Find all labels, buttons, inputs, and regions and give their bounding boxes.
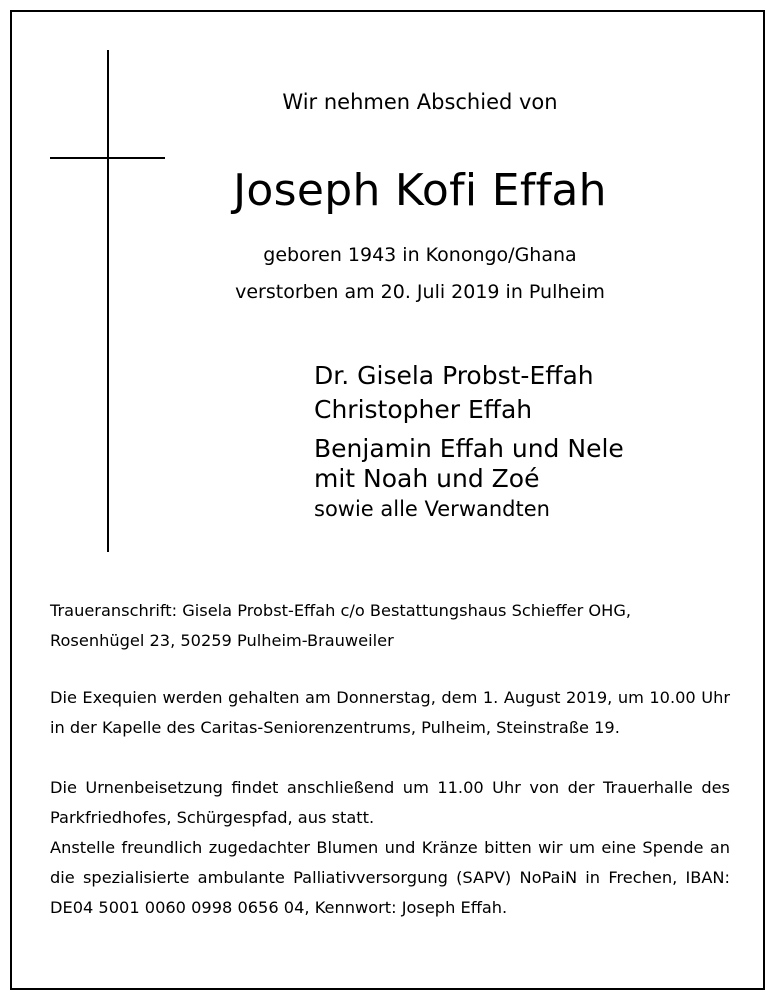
- address-line: Rosenhügel 23, 50259 Pulheim-Brauweiler: [50, 631, 394, 650]
- burial-paragraph: Die Urnenbeisetzung findet anschließend um 11.00 Uhr von der Trauerhalle des Parkfriedhofes, Schürgespfad, aus statt.: [50, 778, 730, 827]
- cross-horizontal-bar: [50, 157, 165, 159]
- mourner-relatives: sowie alle Verwandten: [314, 497, 550, 521]
- service-paragraph: Die Exequien werden gehalten am Donnerstag, dem 1. August 2019, um 10.00 Uhr in der Kapelle des Caritas-Seniorenzentrums, Pulheim, Steinstraße 19.: [50, 688, 730, 737]
- address-line: Traueranschrift: Gisela Probst-Effah c/o Bestattungshaus Schieffer OHG,: [50, 601, 632, 620]
- death-line: verstorben am 20. Juli 2019 in Pulheim: [235, 281, 605, 303]
- deceased-name: Joseph Kofi Effah: [233, 165, 607, 216]
- mourners-list: [314, 361, 734, 524]
- mourner-name: Benjamin Effah und Nele: [314, 434, 624, 463]
- intro-line: Wir nehmen Abschied von: [282, 90, 558, 114]
- donation-paragraph: Anstelle freundlich zugedachter Blumen und Kränze bitten wir um eine Spende an die spezialisierte ambulante Palliativversorgung (SAPV) NoPaiN in Frechen, IBAN: DE04 5001 0060 0998 0656 04, Kennwort: Joseph Effah.: [50, 838, 730, 917]
- mourner-name: Dr. Gisela Probst-Effah: [314, 361, 594, 390]
- birth-line: geboren 1943 in Konongo/Ghana: [263, 244, 577, 266]
- mourner-name: mit Noah und Zoé: [314, 464, 540, 493]
- cross-vertical-bar: [107, 50, 109, 552]
- mourning-address: [50, 596, 730, 656]
- mourner-name: Christopher Effah: [314, 395, 533, 424]
